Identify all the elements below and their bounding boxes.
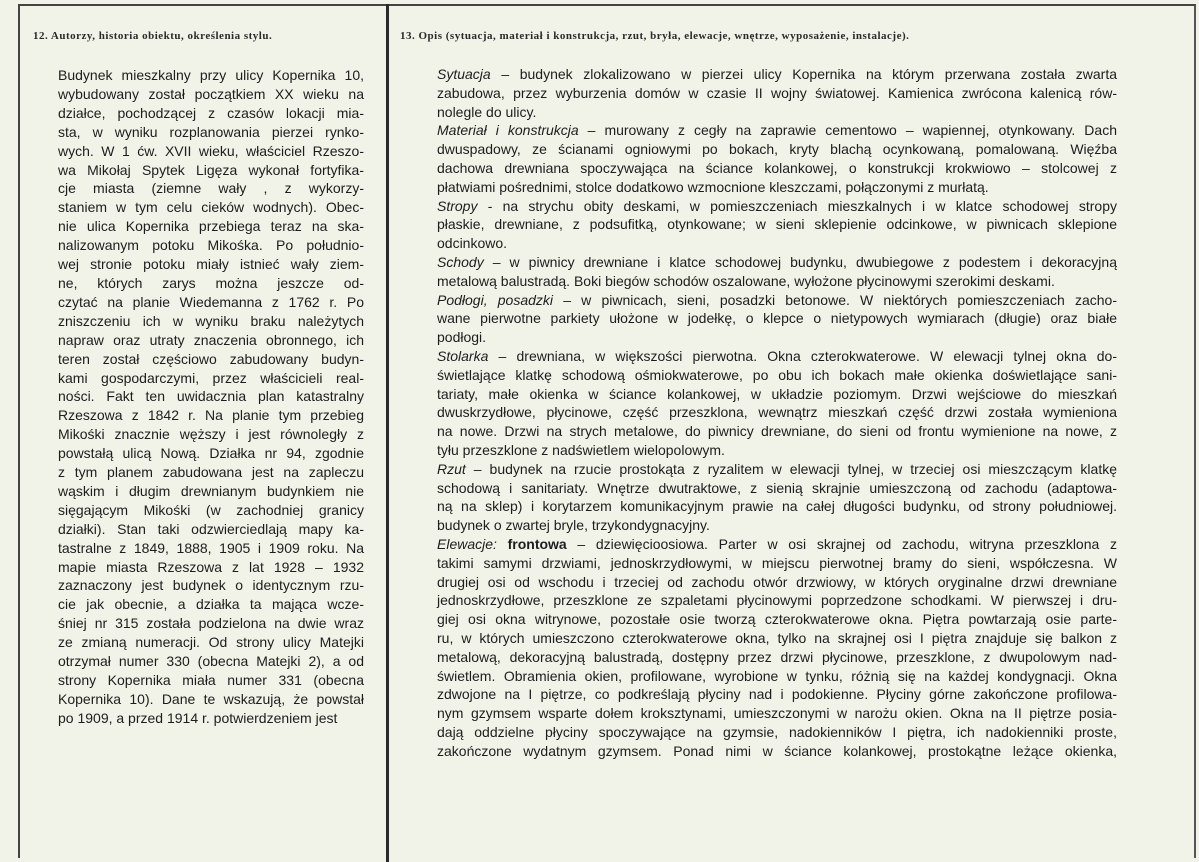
line-text: ru, w których umieszczono czterokwaterowe okna, tylko na skrajnej osi I piętra znajduje się balkon z bbox=[437, 629, 1117, 646]
description-line bbox=[437, 385, 1117, 404]
description-line bbox=[437, 328, 1117, 347]
description-line bbox=[437, 629, 1117, 648]
line-text: nym gzymsem wsparte dołem kroksztynami, umieszczonymi w narożu okien. Okna na II piętrze posia- bbox=[437, 705, 1117, 722]
line-text: podłogi. bbox=[437, 329, 487, 346]
section-line bbox=[437, 121, 1117, 140]
description-line bbox=[437, 742, 1117, 761]
description-line bbox=[437, 234, 1117, 253]
history-line: powstałą ulicą Nową. Działka nr 94, zgodnie bbox=[58, 445, 364, 462]
history-line: wej stronie potoku miały istnieć wały ziem- bbox=[58, 256, 364, 273]
description-line bbox=[437, 497, 1117, 516]
description-line bbox=[437, 591, 1117, 610]
history-line: Mikośki znacznie węższy i jest równoległy z bbox=[58, 426, 364, 443]
section-line bbox=[437, 291, 1117, 310]
line-text: – budynek na rzucie prostokąta z ryzalitem w elewacji tylnej, w trzeciej osi mieszczącym klatkę bbox=[465, 460, 1117, 477]
history-line: Rzeszowa z 1842 r. Na planie tym przebieg bbox=[58, 407, 364, 424]
section-label: Sytuacja bbox=[437, 66, 491, 82]
description-line bbox=[437, 159, 1117, 178]
line-text: zakończone wydatnym gzymsem. Ponad nimi w ściance kolankowej, prostokątne leżące okienka, bbox=[437, 742, 1117, 759]
line-text: budynek o zwartej bryle, trzykondygnacyjny. bbox=[437, 517, 710, 534]
description-line bbox=[437, 178, 1117, 197]
description-line bbox=[437, 140, 1117, 159]
section-line bbox=[437, 460, 1117, 479]
line-text: takimi samymi drzwiami, jednoskrzydłowymi, w miejscu pierwotnej bramy do sieni, współczesna. W bbox=[437, 554, 1117, 571]
history-line: wych. W 1 ćw. XVII wieku, właściciel Rzeszo- bbox=[58, 142, 364, 159]
section-label: Schody bbox=[437, 253, 484, 270]
history-line: ze zmianą numeracji. Od strony ulicy Matejki bbox=[58, 634, 364, 651]
description-line bbox=[437, 309, 1117, 328]
line-text: nolegle do ulicy. bbox=[437, 103, 537, 120]
history-line: śniej nr 315 została podzielona na dwie wraz bbox=[58, 615, 364, 632]
history-line: wa Mikołaj Spytek Ligęza wykonał fortyfika- bbox=[58, 161, 364, 178]
section-label: Elewacje: bbox=[437, 535, 508, 552]
line-text: – drewniana, w większości pierwotna. Okna czterokwaterowe. W elewacji tylnej okna do- bbox=[488, 347, 1117, 364]
history-line: napraw oraz utraty znaczenia obronnego, ich bbox=[58, 331, 364, 348]
description-line bbox=[437, 366, 1117, 385]
description-line bbox=[437, 479, 1117, 498]
history-line: nalizowanym potoku Mikośka. Po południo- bbox=[58, 237, 364, 254]
section-line bbox=[437, 197, 1117, 216]
description-line bbox=[437, 723, 1117, 742]
history-line: tastralne z 1849, 1888, 1905 i 1909 roku. Na bbox=[58, 539, 364, 556]
section-label: Podłogi, posadzki bbox=[437, 291, 554, 308]
history-line: nie ulica Kopernika przebiega teraz na ska- bbox=[58, 218, 364, 235]
line-text: – dziewięcioosiowa. Parter w osi skrajnej od zachodu, witryna przeszklona z bbox=[566, 535, 1117, 552]
history-line: mapie miasta Rzeszowa z lat 1928 – 1932 bbox=[58, 558, 364, 575]
description-line bbox=[437, 610, 1117, 629]
history-line: Budynek mieszkalny przy ulicy Kopernika 10, bbox=[58, 67, 364, 83]
line-text: metalową, dekoracyjną balustradą, dostępny przez drzwi płycinowe, przeszklone, z dwupolowym nad- bbox=[437, 648, 1117, 665]
line-text: schodową i sanitariaty. Wnętrze dwutraktowe, z sienią skrajnie umieszczoną od zachodu (adaptowa- bbox=[437, 479, 1117, 496]
history-line: cie jak obecnie, a działka ta mająca wcze- bbox=[58, 596, 364, 613]
history-line: strony Kopernika miała numer 331 (obecna bbox=[58, 672, 364, 688]
history-line: sięgającym Mikośki (w zachodniej granicy bbox=[58, 501, 364, 518]
line-text: tyłu przeszklone z nadświetlem wielopolowym. bbox=[437, 441, 725, 458]
section-line bbox=[437, 65, 1117, 84]
line-text: świetlem. Obramienia okien, profilowane, wyrobione w tynku, różnią się na każdej kondygnacji. Okna bbox=[437, 667, 1117, 684]
line-text: zdwojone na I piętrze, co podkreślają płyciny nad i podokienne. Płyciny górne zakończone profilowa- bbox=[437, 686, 1117, 703]
history-line: z tym planem zabudowana jest na zapleczu bbox=[58, 464, 364, 481]
section-line bbox=[437, 253, 1117, 272]
line-text: drugiej osi od wschodu i trzeciej od zachodu otwór drzwiowy, w których oryginalne drzwi drewniane bbox=[437, 573, 1117, 590]
history-line: zaznaczony jest budynek o identycznym rzu- bbox=[58, 577, 364, 594]
description-line bbox=[437, 704, 1117, 723]
line-text: dają oddzielne płyciny spoczywające na gzymsie, nadokienników I piętra, ich nadokienniki proste, bbox=[437, 723, 1117, 740]
line-text: płatwiami pośrednimi, stolce dodatkowo wzmocnione kleszczami, połączonymi z murłatą. bbox=[437, 178, 989, 195]
line-text: dachowa drewniana spoczywająca na ściance kolankowej, o konstrukcji krokwiowo – stolcowej z bbox=[437, 159, 1117, 176]
line-text: – w piwnicy drewniane i klatce schodowej budynku, dwubiegowe z podestem i dekoracyjną bbox=[483, 253, 1117, 270]
history-line: staniem w tym celu cieków wodnych). Obec- bbox=[58, 199, 364, 216]
line-text: świetlające klatkę schodową ośmiokwaterowe, po obu ich bokach małe okienka doświetlające sani- bbox=[437, 366, 1117, 383]
left-column-header: 12. Autorzy, historia obiektu, określenia stylu. bbox=[33, 30, 273, 42]
section-bold-term: frontowa bbox=[507, 535, 567, 552]
line-text: tariaty, małe okienka w ściance kolankowej, w układzie poziomym. Drzwi wejściowe do mieszkań bbox=[437, 385, 1117, 402]
line-text: – w piwnicach, sieni, posadzki betonowe. W niektórych pomieszczeniach zacho- bbox=[553, 291, 1117, 308]
history-line: działce, pochodzącej z czasów lokacji mia- bbox=[58, 104, 364, 121]
line-text: na nowe. Drzwi na strych metalowe, do piwnicy drewniane, do sieni od frontu wymienione na nowe, z bbox=[437, 423, 1117, 440]
line-text: odcinkowo. bbox=[437, 235, 508, 252]
line-text: dwuskrzydłowe, płycinowe, część przeszklona, wewnątrz mieszkań część drzwi została wymieniona bbox=[437, 404, 1117, 421]
description-line bbox=[437, 648, 1117, 667]
description-line bbox=[437, 215, 1117, 234]
description-line bbox=[437, 84, 1117, 103]
line-text: ną na sklep) i korytarzem komunikacyjnym prawie na całej długości budynku, od strony południowej. bbox=[437, 498, 1117, 515]
section-label: Materiał i konstrukcja bbox=[437, 122, 579, 139]
column-divider bbox=[386, 4, 389, 862]
history-line: działki). Stan taki odzwierciedlają mapy ka- bbox=[58, 520, 364, 537]
line-text: jednoskrzydłowe, przeszklone ze szpaletami płycinowymi poprzedzone schodkami. W pierwszej i dru- bbox=[437, 592, 1117, 609]
line-text: metalową balustradą. Boki biegów schodów oszalowane, wyłożone płycinowymi szerokimi deskami. bbox=[437, 272, 1055, 289]
right-column-header: 13. Opis (sytuacja, materiał i konstrukcja, rzut, bryła, elewacje, wnętrze, wyposażenie, instalacje). bbox=[400, 30, 910, 42]
description-line bbox=[437, 103, 1117, 122]
history-line: ności. Fakt ten uwidacznia plan katastralny bbox=[58, 388, 364, 405]
description-line bbox=[437, 516, 1117, 535]
history-line: po 1909, a przed 1914 r. potwierdzeniem jest bbox=[58, 709, 338, 726]
description-line bbox=[437, 573, 1117, 592]
description-line bbox=[437, 554, 1117, 573]
section-line bbox=[437, 347, 1117, 366]
history-line: sta, w wyniku rozplanowania pierzei rynko- bbox=[58, 123, 364, 140]
line-text: płaskie, drewniane, z podsufitką, otynkowane; w sieni sklepienie odcinkowe, w piwnicach sklepione bbox=[437, 216, 1117, 233]
line-text: dwuspadowy, ze ścianami ogniowymi po bokach, kryty blachą ocynkowaną, pomalowaną. Więźba bbox=[437, 141, 1117, 158]
history-line: zniszczeniu ich w wyniku braku należytych bbox=[58, 312, 364, 329]
history-line: otrzymał numer 330 (obecna Matejki 2), a od bbox=[58, 653, 364, 670]
description-text bbox=[437, 65, 1117, 760]
line-text: zabudowa, przez wyburzenia domów w czasie II wojny światowej. Kamienica zwrócona kalenicą rów- bbox=[437, 84, 1117, 101]
history-line: wąskim i długim drewnianym budynkiem nie bbox=[58, 482, 364, 499]
description-line bbox=[437, 403, 1117, 422]
section-label: Rzut bbox=[437, 460, 466, 477]
history-text bbox=[58, 66, 364, 728]
line-text: giej osi okna witrynowe, pozostałe osie tworzą czterokwaterowe okna. Piętra powtarzają osie parte- bbox=[437, 611, 1117, 628]
line-text: - na strychu obity deskami, w pomieszczeniach mieszkalnych i w klatce schodowej stropy bbox=[477, 197, 1117, 214]
section-line bbox=[437, 535, 1117, 554]
history-line: cje miasta (ziemne wały , z wykorzy- bbox=[58, 180, 364, 197]
description-line bbox=[437, 667, 1117, 686]
history-line: teren został częściowo zabudowany budyn- bbox=[58, 350, 364, 367]
history-line: wybudowany został początkiem XX wieku na bbox=[58, 85, 364, 102]
history-line: ne, których zarys można jeszcze od- bbox=[58, 274, 364, 291]
section-label: Stolarka bbox=[437, 347, 489, 364]
description-line bbox=[437, 685, 1117, 704]
section-label: Stropy bbox=[437, 197, 478, 214]
description-line bbox=[437, 441, 1117, 460]
line-text: – budynek zlokalizowano w pierzei ulicy Kopernika na którym przerwana została zwarta bbox=[490, 66, 1117, 82]
description-line bbox=[437, 272, 1117, 291]
history-line: czytać na planie Wiedemanna z 1762 r. Po bbox=[58, 293, 364, 310]
history-line: Kopernika 10). Dane te wskazują, że powstał bbox=[58, 690, 364, 707]
line-text: wane pierwotne parkiety ułożone w jodełkę, o klepce o nietypowych wymiarach (długie) oraz białe bbox=[437, 310, 1117, 327]
line-text: – murowany z cegły na zaprawie cementowo – wapiennej, otynkowany. Dach bbox=[578, 122, 1117, 139]
description-line bbox=[437, 422, 1117, 441]
history-line: kami gospodarczymi, przez właścicieli real- bbox=[58, 369, 364, 386]
